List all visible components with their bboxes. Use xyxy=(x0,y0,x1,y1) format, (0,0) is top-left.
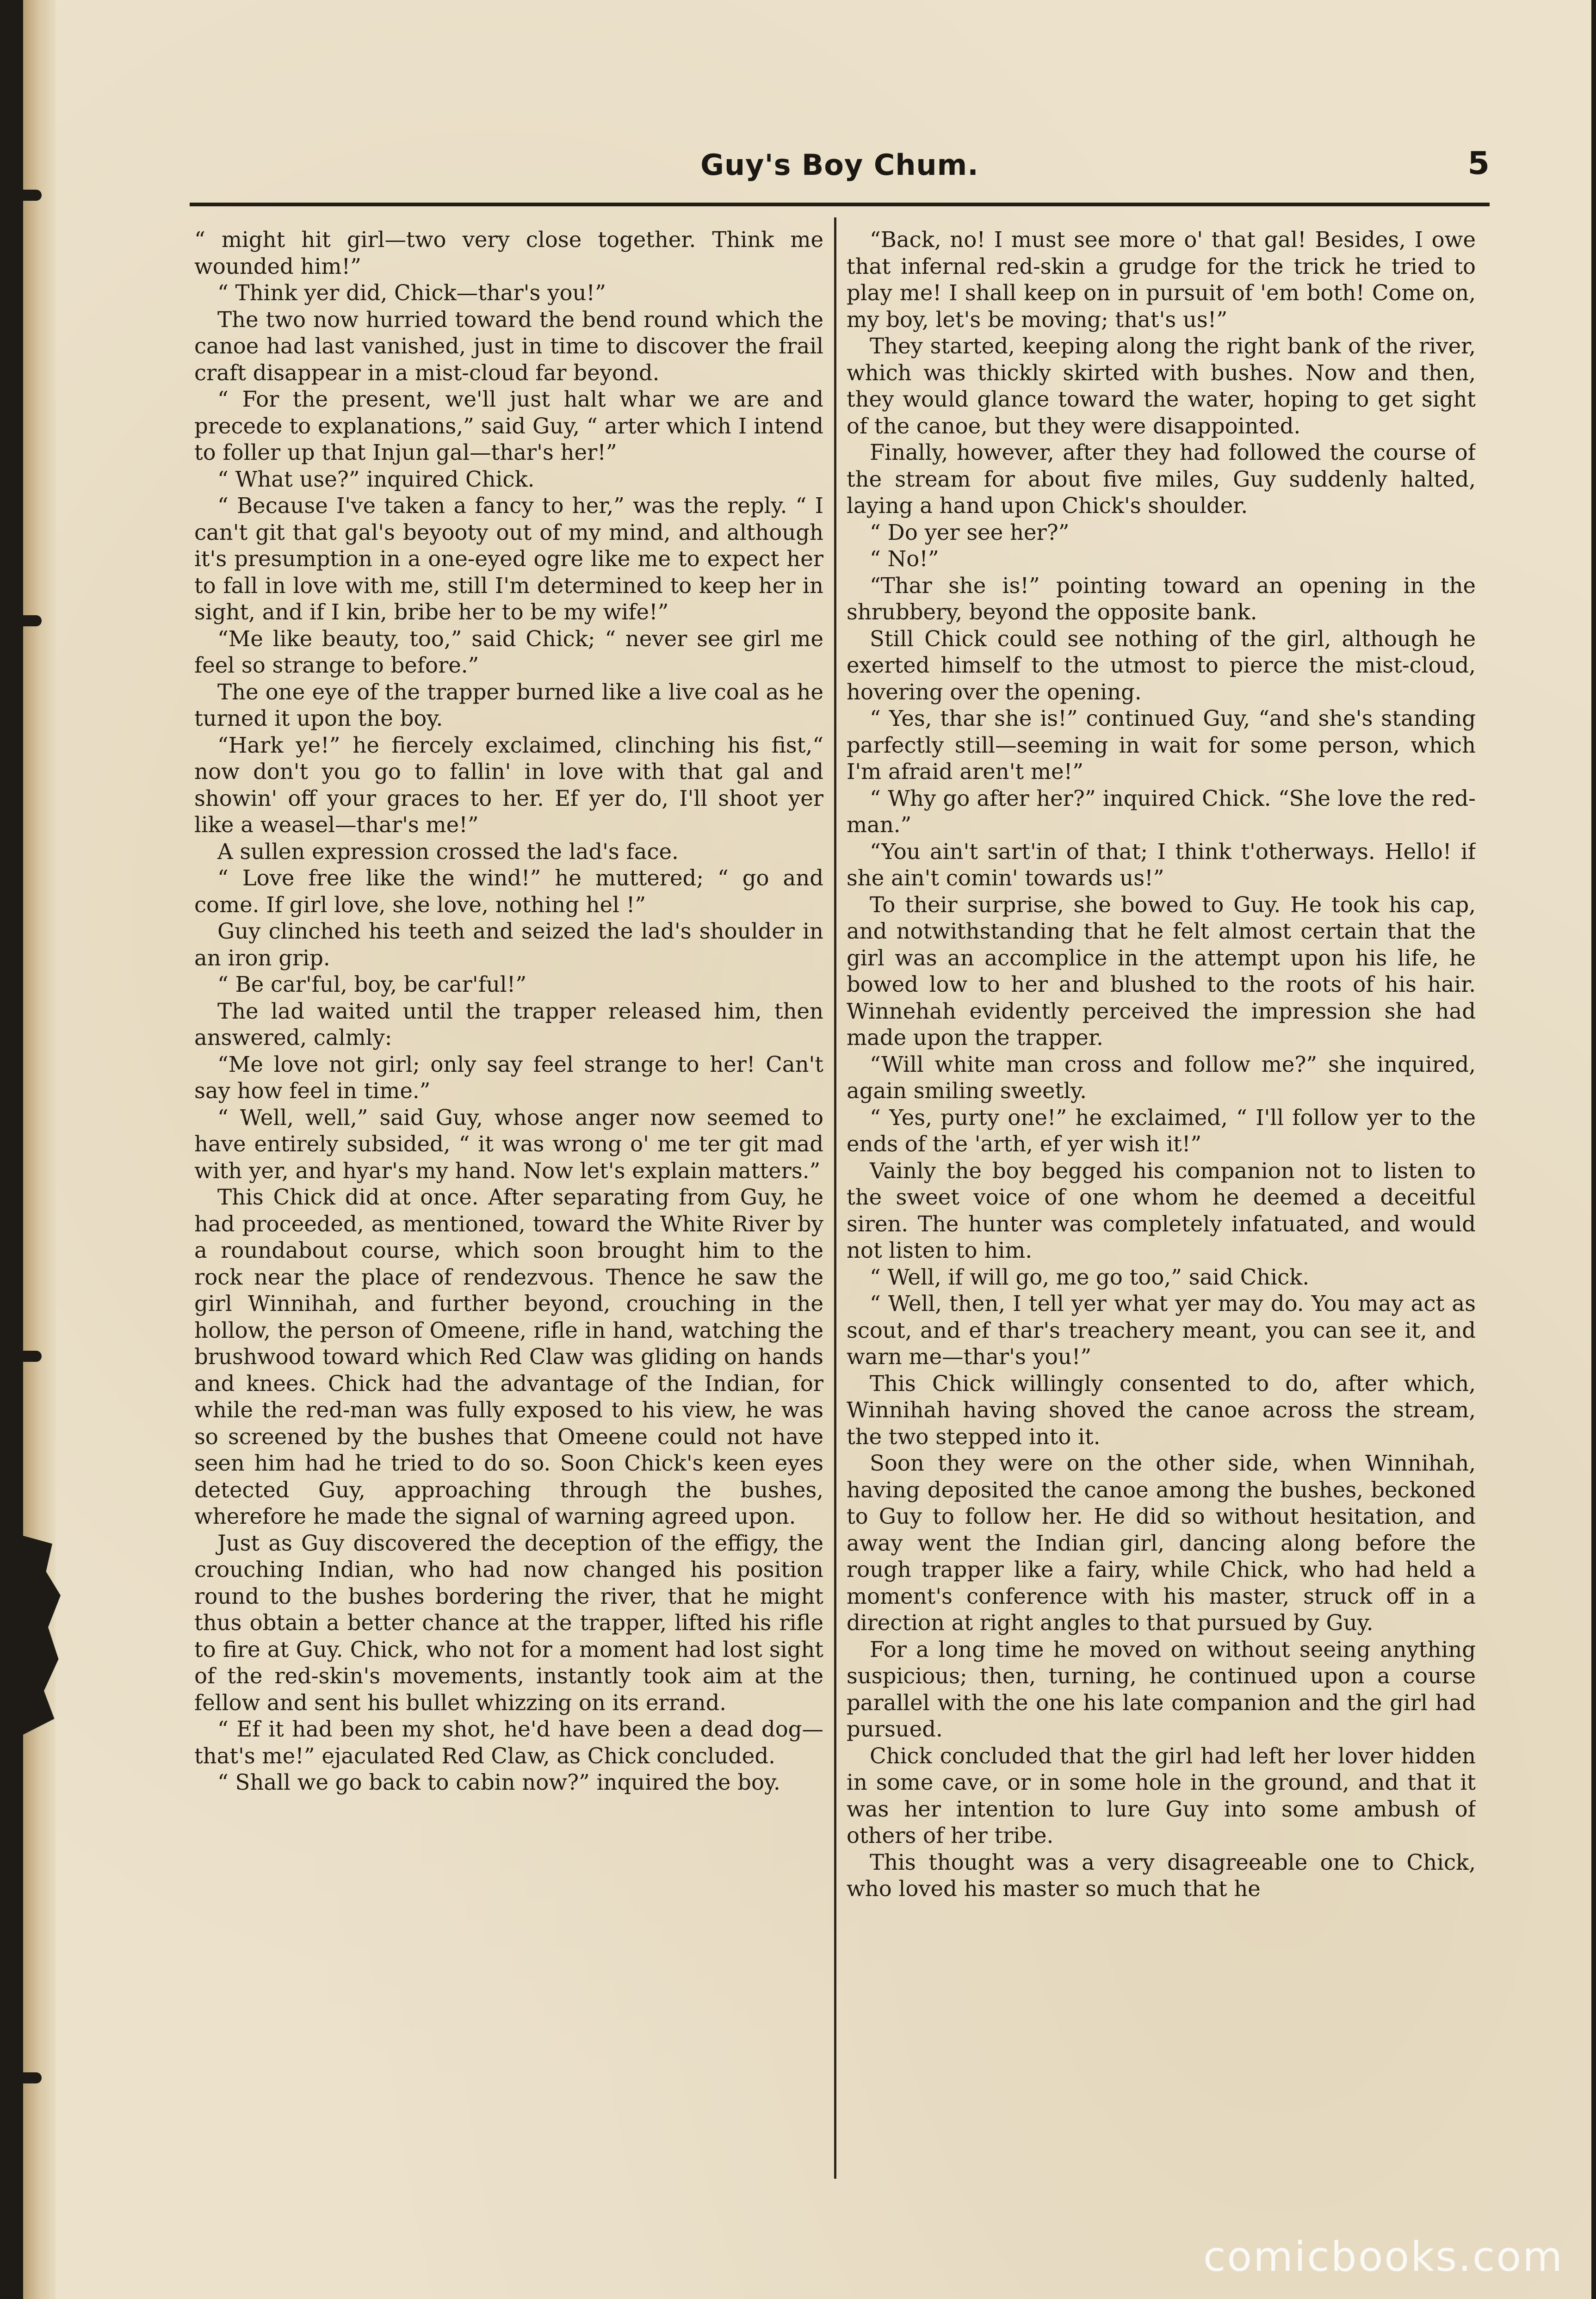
paragraph: “ Shall we go back to cabin now?” inquired the boy. xyxy=(217,1770,780,1795)
binding-stitch xyxy=(23,190,42,201)
paragraph: They started, keeping along the right bank of the river, which was thickly skirted with bushes. Now and then, they would glance toward the water, hoping to get sight of the canoe, but they were disappointed. xyxy=(847,334,1476,439)
paragraph: “ For the present, we'll just halt whar we are and precede to explanations,” said Guy, “ arter which I intend to foller up that Injun gal—thar's her!” xyxy=(194,387,823,465)
paragraph: “ Because I've taken a fancy to her,” was the reply. “ I can't git that gal's beyooty out of my mind, and although it's presumption in a one-eyed ogre like me to expect her to fall in love with me, still I'm determined to keep her in sight, and if I kin, bribe her to be my wife!” xyxy=(194,493,823,624)
paragraph: “Thar she is!” pointing toward an opening in the shrubbery, beyond the opposite bank. xyxy=(847,573,1476,624)
paragraph: “ Yes, thar she is!” continued Guy, “and she's standing parfectly still—seeming in wait for some person, which I'm afraid aren't me!” xyxy=(847,706,1476,784)
paragraph: The two now hurried toward the bend round which the canoe had last vanished, just in time to discover the frail craft disappear in a mist-cloud far beyond. xyxy=(194,307,823,385)
right-column xyxy=(847,227,1476,2179)
paragraph: “Hark ye!” he fiercely exclaimed, clinching his fist,“ now don't you go to fallin' in love with that gal and showin' off your graces to her. Ef yer do, I'll shoot yer like a weasel—thar's me!” xyxy=(194,732,823,837)
scanned-page xyxy=(23,0,1591,2299)
paragraph: “ Do yer see her?” xyxy=(870,519,1070,545)
paragraph: “Me love not girl; only say feel strange to her! Can't say how feel in time.” xyxy=(194,1051,823,1103)
left-column xyxy=(194,227,823,2179)
paragraph: The lad waited until the trapper released him, then answered, calmly: xyxy=(194,998,823,1050)
paragraph: “Back, no! I must see more o' that gal! Besides, I owe that infernal red-skin a grudge for the trick he tried to play me! I shall keep on in pursuit of 'em both! Come on, my boy, let's be moving; that's us!” xyxy=(847,227,1476,332)
paragraph: For a long time he moved on without seeing anything suspicious; then, turning, he continued upon a course parallel with the one his late companion and the girl had pursued. xyxy=(847,1637,1476,1742)
paragraph: This Chick willingly consented to do, after which, Winnihah having shoved the canoe across the stream, the two stepped into it. xyxy=(847,1371,1476,1449)
paragraph: Still Chick could see nothing of the girl, although he exerted himself to the utmost to pierce the mist-cloud, hovering over the opening. xyxy=(847,626,1476,705)
torn-edge xyxy=(23,1536,65,1735)
paragraph: Finally, however, after they had followed the course of the stream for about five miles, Guy suddenly halted, laying a hand upon Chick's shoulder. xyxy=(847,440,1476,518)
paragraph: Just as Guy discovered the deception of the effigy, the crouching Indian, who had now changed his position round to the bushes bordering the river, that he might thus obtain a better chance at the trapper, lifted his rifle to fire at Guy. Chick, who not for a moment had lost sight of the red-skin's movements, instantly took aim at the fellow and sent his bullet whizzing on its errand. xyxy=(194,1530,823,1715)
binding-stitch xyxy=(23,2072,42,2083)
paragraph: “ Love free like the wind!” he muttered; “ go and come. If girl love, she love, nothing hel !” xyxy=(194,865,823,917)
binding-stitch xyxy=(23,615,42,626)
paragraph: “Will white man cross and follow me?” she inquired, again smiling sweetly. xyxy=(847,1051,1476,1103)
paragraph: “ Think yer did, Chick—thar's you!” xyxy=(217,280,606,305)
paragraph: “ Yes, purty one!” he exclaimed, “ I'll follow yer to the ends of the 'arth, ef yer wish it!” xyxy=(847,1105,1476,1156)
page-header xyxy=(190,143,1490,199)
page-number: 5 xyxy=(1467,145,1490,182)
paragraph: Soon they were on the other side, when Winnihah, having deposited the canoe among the bushes, beckoned to Guy to follow her. He did so without hesitation, and away went the Indian girl, dancing along before the rough trapper like a fairy, while Chick, who had held a moment's conference with his master, struck off in a direction at right angles to that pursued by Guy. xyxy=(847,1451,1476,1635)
paragraph: “ might hit girl—two very close together. Think me wounded him!” xyxy=(194,227,823,279)
paragraph: “ What use?” inquired Chick. xyxy=(217,466,535,492)
column-rule xyxy=(834,217,836,2179)
paragraph: To their surprise, she bowed to Guy. He took his cap, and notwithstanding that he felt almost certain that the girl was an accomplice in the attempt upon his life, he bowed low to her and blushed to the roots of his hair. Winnehah evidently perceived the impression she had made upon the trapper. xyxy=(847,892,1476,1050)
paragraph: Vainly the boy begged his companion not to listen to the sweet voice of one whom he deemed a deceitful siren. The hunter was completely infatuated, and would not listen to him. xyxy=(847,1158,1476,1263)
paragraph: A sullen expression crossed the lad's face. xyxy=(217,839,679,864)
paragraph: This thought was a very disagreeable one to Chick, who loved his master so much that he xyxy=(847,1849,1476,1901)
paragraph: “ Well, if will go, me go too,” said Chick. xyxy=(870,1264,1310,1290)
paragraph: “ Why go after her?” inquired Chick. “She love the red-man.” xyxy=(847,785,1476,837)
binding-edge xyxy=(23,0,56,2299)
header-rule xyxy=(190,203,1490,206)
watermark: comicbooks.com xyxy=(1203,2233,1564,2280)
paragraph: Chick concluded that the girl had left her lover hidden in some cave, or in some hole in the ground, and that it was her intention to lure Guy into some ambush of others of her tribe. xyxy=(847,1743,1476,1848)
paragraph: “You ain't sart'in of that; I think t'otherways. Hello! if she ain't comin' towards us!” xyxy=(847,839,1476,890)
paragraph: “ Ef it had been my shot, he'd have been a dead dog—that's me!” ejaculated Red Claw, as Chick concluded. xyxy=(194,1717,823,1768)
paragraph: “ Be car'ful, boy, be car'ful!” xyxy=(217,972,527,997)
paragraph: This Chick did at once. After separating from Guy, he had proceeded, as mentioned, toward the White River by a roundabout course, which soon brought him to the rock near the place of rendezvous. Thence he saw the girl Winnihah, and further beyond, crouching in the hollow, the person of Omeene, rifle in hand, watching the brushwood toward which Red Claw was gliding on hands and knees. Chick had the advantage of the Indian, for while the red-man was fully exposed to his view, he was so screened by the bushes that Omeene could not have seen him had he tried to do so. Soon Chick's keen eyes detected Guy, approaching through the bushes, wherefore he made the signal of warning agreed upon. xyxy=(194,1185,823,1529)
paragraph: “ Well, then, I tell yer what yer may do. You may act as scout, and ef thar's treachery meant, you can see it, and warn me—thar's you!” xyxy=(847,1291,1476,1369)
paragraph: The one eye of the trapper burned like a live coal as he turned it upon the boy. xyxy=(194,679,823,731)
paragraph: “Me like beauty, too,” said Chick; “ never see girl me feel so strange to before.” xyxy=(194,626,823,678)
paragraph: “ No!” xyxy=(870,546,939,571)
paragraph: Guy clinched his teeth and seized the lad's shoulder in an iron grip. xyxy=(194,919,823,970)
binding-stitch xyxy=(23,1351,42,1362)
paragraph: “ Well, well,” said Guy, whose anger now seemed to have entirely subsided, “ it was wrong o' me ter git mad with yer, and hyar's my hand. Now let's explain matters.” xyxy=(194,1105,823,1183)
running-title: Guy's Boy Chum. xyxy=(700,148,979,182)
